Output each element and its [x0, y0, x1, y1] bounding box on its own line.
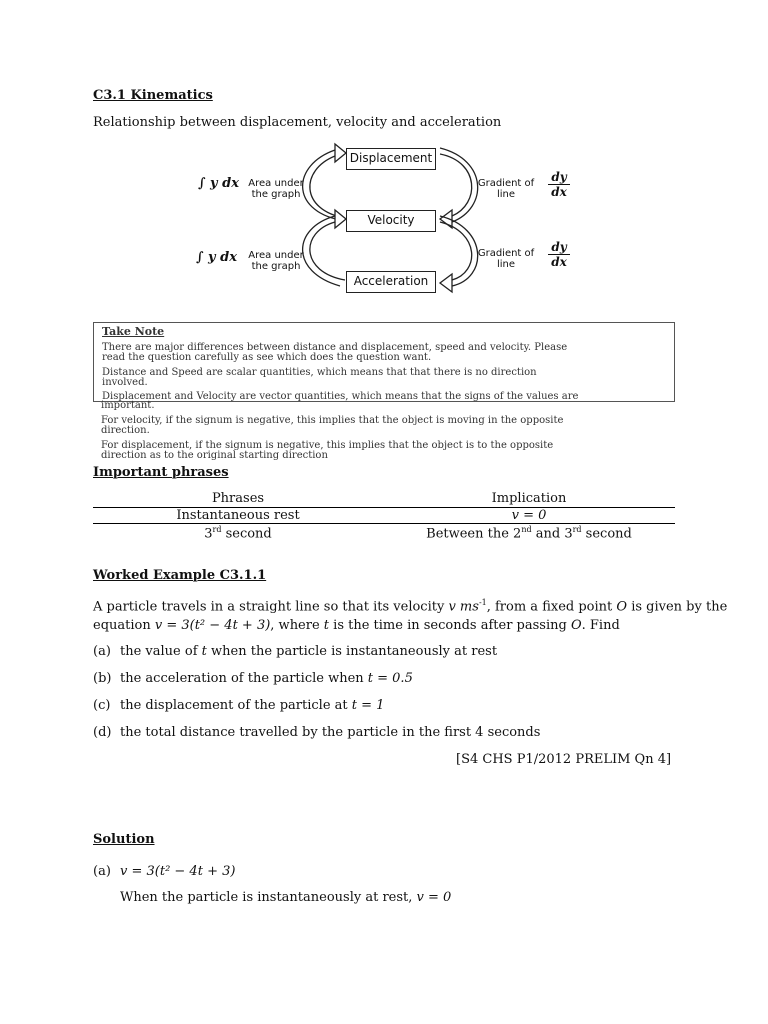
q1-text-b: , from a fixed point — [486, 599, 617, 615]
note-line: For velocity, if the signum is negative, this implies that the object is moving in the opposite — [101, 415, 564, 426]
derivative-upper-den: dx — [548, 184, 570, 199]
derivative-lower-num: dy — [551, 240, 567, 254]
gradient-label-lower: Gradient of line — [477, 248, 535, 270]
part-math: t — [201, 644, 207, 659]
row2-phrase-sup: rd — [212, 525, 222, 534]
q2-text-d: . Find — [581, 618, 620, 633]
q2-t: t — [323, 618, 330, 633]
note-line: important. — [101, 400, 155, 411]
worked-example-heading: Worked Example C3.1.1 — [93, 568, 267, 583]
part-b — [93, 671, 413, 687]
take-note-box — [93, 322, 675, 402]
displacement-box: Displacement — [346, 148, 436, 170]
row1-phrase: Instantaneous rest — [176, 508, 300, 523]
area-label-lower: Area under the graph — [248, 250, 304, 272]
q1-text-a: A particle travels in a straight line so that its velocity — [93, 599, 449, 615]
kinematics-diagram — [190, 140, 580, 300]
derivative-upper — [548, 170, 570, 199]
solution-heading: Solution — [93, 832, 155, 847]
note-line: read the question carefully as see which does the question want. — [102, 352, 432, 363]
note-line: There are major differences between distance and displacement, speed and velocity. Please — [102, 342, 568, 353]
row2-impl-c: second — [581, 526, 632, 542]
part-label: (d) — [93, 725, 112, 740]
derivative-lower-den: dx — [548, 254, 570, 269]
row2-impl-b: and 3 — [531, 526, 573, 542]
q1-text-c: is given by the — [627, 599, 728, 615]
row2-phrase-num: 3 — [204, 526, 213, 542]
part-math: t = 0.5 — [367, 671, 413, 686]
integral-lower: ∫ y dx — [196, 250, 237, 265]
solution-a-line-2 — [120, 890, 451, 906]
part-label: (a) — [93, 644, 111, 659]
note-line: For displacement, if the signum is negative, this implies that the object is to the opposite — [101, 440, 554, 451]
note-line: Distance and Speed are scalar quantities, which means that that there is no direction — [102, 367, 537, 378]
note-line: direction as to the original starting direction — [101, 450, 328, 461]
q2-text-a: equation — [93, 618, 155, 633]
row2-impl-sup1: nd — [521, 525, 532, 534]
gradient-label-upper: Gradient of line — [477, 178, 535, 200]
solution-a-line-1 — [93, 864, 235, 880]
row1-implication: v = 0 — [511, 508, 547, 523]
acceleration-box: Acceleration — [346, 271, 436, 293]
take-note-title: Take Note — [102, 325, 165, 338]
solution-a-label: (a) — [93, 864, 111, 879]
q1-unit-sup: -1 — [478, 598, 487, 607]
solution-a-equation: v = 3(t² − 4t + 3) — [120, 864, 236, 879]
q1-velocity-unit: v ms — [448, 599, 479, 615]
question-source: [S4 CHS P1/2012 PRELIM Qn 4] — [456, 752, 672, 767]
row2-impl-a: Between the 2 — [426, 526, 522, 542]
part-label: (b) — [93, 671, 112, 686]
derivative-upper-num: dy — [551, 170, 567, 184]
q2-point-o: O — [570, 618, 582, 633]
derivative-lower — [548, 240, 570, 269]
part-text: the displacement of the particle at — [120, 698, 352, 713]
section-title: C3.1 Kinematics — [93, 88, 213, 103]
q1-point-o: O — [616, 599, 628, 615]
table-rule-middle — [93, 523, 675, 524]
col-header-phrases: Phrases — [211, 491, 265, 506]
row2-phrase-rest: second — [221, 526, 272, 542]
integral-upper: ∫ y dx — [198, 176, 239, 191]
velocity-box: Velocity — [346, 210, 436, 232]
row2-impl-sup2: rd — [572, 525, 582, 534]
part-math: t = 1 — [351, 698, 385, 713]
area-label-upper: Area under the graph — [248, 178, 304, 200]
part-a — [93, 644, 497, 660]
intro-text: Relationship between displacement, velocity and acceleration — [93, 115, 502, 130]
part-text: the acceleration of the particle when — [120, 671, 368, 686]
part-rest: when the particle is instantaneously at rest — [206, 644, 498, 659]
question-line-2 — [93, 618, 620, 634]
q2-text-b: , where — [270, 618, 324, 633]
part-label: (c) — [93, 698, 111, 713]
part-c — [93, 698, 384, 714]
row2-implication — [383, 525, 675, 541]
row2-phrase — [93, 525, 383, 541]
q2-text-c: is the time in seconds after passing — [329, 618, 571, 633]
part-text: the total distance travelled by the particle in the first 4 seconds — [120, 725, 541, 740]
part-d — [93, 725, 540, 741]
question-line-1 — [93, 595, 727, 615]
note-line: involved. — [102, 377, 148, 388]
col-header-implication: Implication — [491, 491, 567, 506]
note-line: Displacement and Velocity are vector quantities, which means that the signs of the values are — [102, 391, 579, 402]
note-line: direction. — [101, 425, 150, 436]
part-text: the value of — [120, 644, 202, 659]
important-phrases-heading: Important phrases — [93, 465, 229, 480]
q2-equation: v = 3(t² − 4t + 3) — [154, 618, 271, 633]
solution-a-text: When the particle is instantaneously at rest, — [120, 890, 417, 905]
solution-a-math: v = 0 — [416, 890, 452, 905]
